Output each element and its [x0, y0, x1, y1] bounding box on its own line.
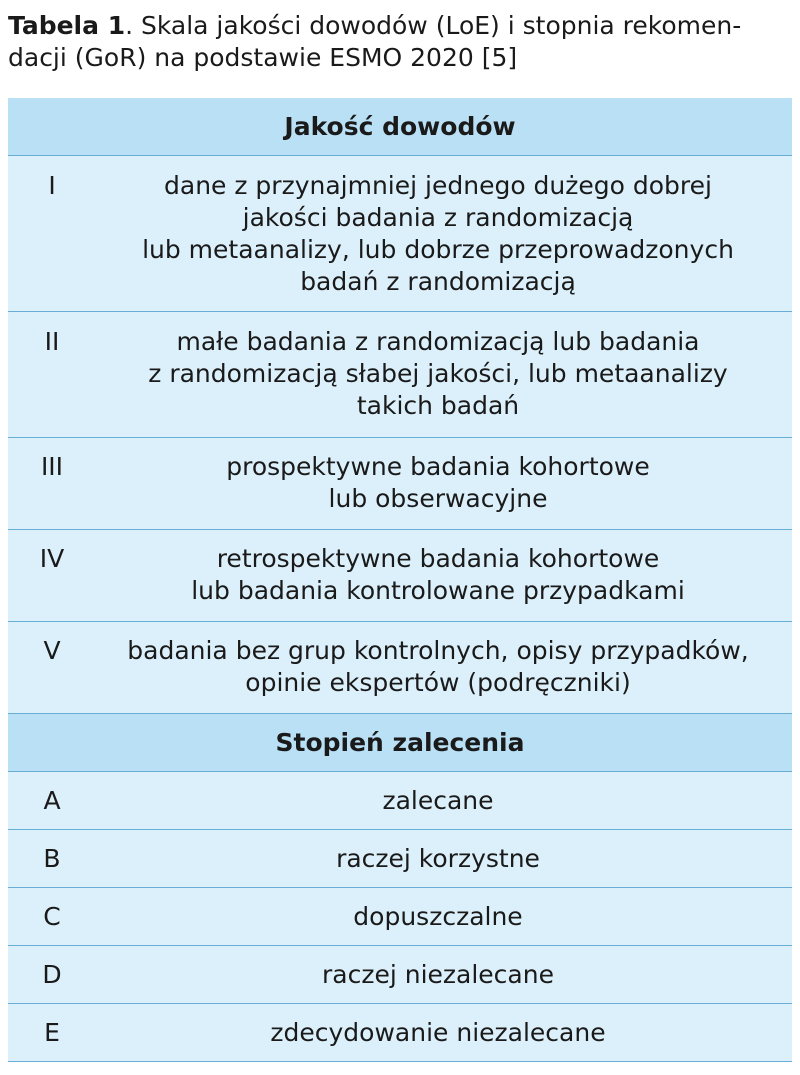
description-line: jakości badania z randomizacją — [242, 203, 634, 232]
evidence-grade: IV — [39, 544, 65, 573]
table-caption — [8, 10, 792, 74]
description-line: lub metaanalizy, lub dobrze przeprowadzonych — [142, 235, 734, 264]
evidence-grade: I — [48, 171, 56, 200]
recommendation-grade: B — [43, 843, 61, 873]
description-line: zalecane — [382, 785, 494, 815]
evidence-row — [8, 530, 792, 622]
evidence-grade: II — [44, 327, 60, 356]
evidence-description — [96, 635, 792, 713]
recommendation-grade: D — [42, 959, 62, 989]
recommendation-row — [8, 830, 792, 888]
evidence-row — [8, 312, 792, 438]
evidence-row — [8, 156, 792, 312]
evidence-table — [8, 98, 792, 1062]
description-line: dane z przynajmniej jednego dużego dobrej — [164, 171, 712, 200]
recommendation-grade: C — [43, 901, 61, 931]
description-line: zdecydowanie niezalecane — [270, 1017, 606, 1047]
recommendation-row — [8, 946, 792, 1004]
recommendation-row — [8, 888, 792, 946]
description-line: badań z randomizacją — [300, 267, 576, 296]
recommendation-grade: A — [43, 785, 61, 815]
evidence-description — [96, 451, 792, 529]
recommendation-description — [96, 785, 792, 817]
description-line: lub badania kontrolowane przypadkami — [191, 576, 685, 605]
recommendation-row — [8, 772, 792, 830]
description-line: takich badań — [356, 391, 520, 420]
evidence-description — [96, 326, 792, 437]
recommendation-header-row — [8, 714, 792, 772]
description-line: z randomizacją słabej jakości, lub metaanalizy — [148, 359, 728, 388]
caption-label: Tabela 1 — [8, 11, 126, 40]
caption-text-line2: dacji (GoR) na podstawie ESMO 2020 [5] — [8, 43, 518, 72]
evidence-row — [8, 438, 792, 530]
recommendation-description — [96, 959, 792, 991]
description-line: retrospektywne badania kohortowe — [216, 544, 660, 573]
recommendation-description — [96, 1017, 792, 1049]
recommendation-header: Stopień zalecenia — [275, 728, 525, 757]
caption-text-line1: . Skala jakości dowodów (LoE) i stopnia rekomen- — [125, 11, 742, 40]
recommendation-description — [96, 843, 792, 875]
description-line: prospektywne badania kohortowe — [226, 452, 650, 481]
description-line: dopuszczalne — [353, 901, 523, 931]
evidence-header-row — [8, 98, 792, 156]
evidence-grade: V — [43, 636, 61, 665]
description-line: lub obserwacyjne — [328, 484, 548, 513]
evidence-grade: III — [40, 452, 64, 481]
description-line: raczej niezalecane — [322, 959, 554, 989]
recommendation-description — [96, 901, 792, 933]
description-line: małe badania z randomizacją lub badania — [176, 327, 700, 356]
recommendation-grade: E — [44, 1017, 60, 1047]
recommendation-row — [8, 1004, 792, 1062]
description-line: opinie ekspertów (podręczniki) — [245, 668, 631, 697]
description-line: raczej korzystne — [336, 843, 540, 873]
evidence-header: Jakość dowodów — [284, 112, 516, 141]
evidence-row — [8, 622, 792, 714]
evidence-description — [96, 170, 792, 311]
description-line: badania bez grup kontrolnych, opisy przypadków, — [127, 636, 749, 665]
evidence-description — [96, 543, 792, 621]
